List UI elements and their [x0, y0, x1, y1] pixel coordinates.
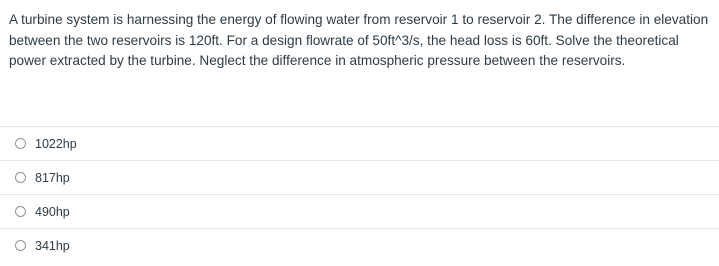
radio-button[interactable]: [15, 172, 26, 183]
answer-options: [0, 126, 719, 262]
answer-label: 490hp: [35, 204, 70, 219]
answer-option-4[interactable]: [0, 228, 719, 262]
answer-option-1[interactable]: [0, 126, 719, 160]
question-text: A turbine system is harnessing the energy of flowing water from reservoir 1 to reservoir 2. The difference in elevation between the two reservoirs is 120ft. For a design flowrate of 50ft^3/s, the head loss is 60ft. Solve the theoretical power extracted by the turbine. Neglect the difference in atmospheric pressure between the reservoirs.: [9, 12, 709, 68]
radio-button[interactable]: [15, 138, 26, 149]
radio-button[interactable]: [15, 206, 26, 217]
answer-label: 817hp: [35, 170, 70, 185]
answer-option-3[interactable]: [0, 194, 719, 228]
answer-label: 341hp: [35, 238, 70, 253]
answer-option-2[interactable]: [0, 160, 719, 194]
answer-label: 1022hp: [35, 136, 77, 151]
radio-button[interactable]: [15, 240, 26, 251]
